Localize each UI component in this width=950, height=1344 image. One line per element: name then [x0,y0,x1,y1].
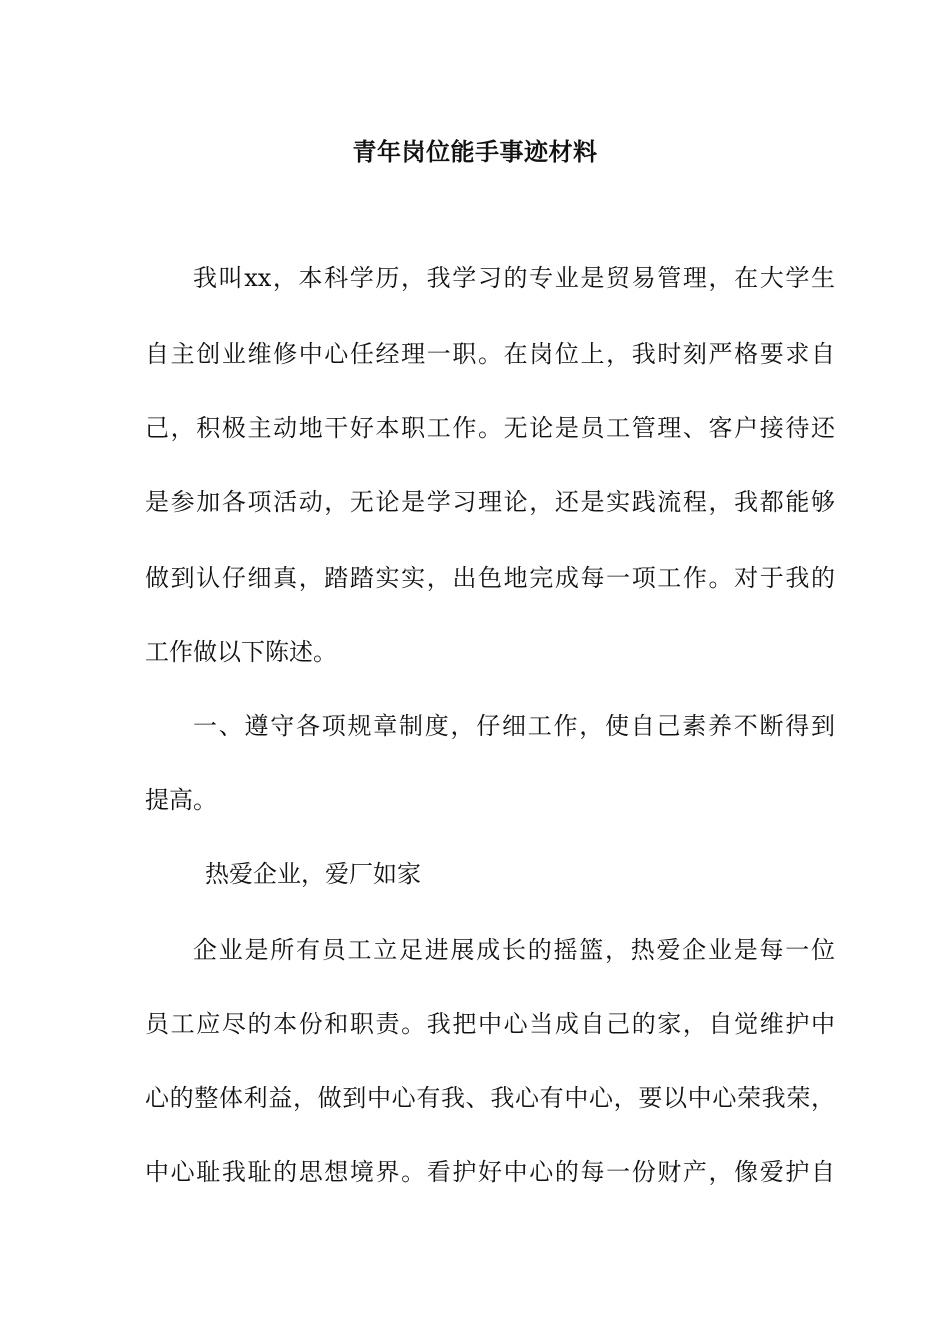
paragraph-line: 工作做以下陈述。 [145,638,337,666]
paragraph-line: 企业是所有员工立足进展成长的摇篮，热爱企业是每一位 [193,936,835,964]
paragraph-line: 我叫xx，本科学历，我学习的专业是贸易管理，在大学生 [193,264,835,292]
paragraph-line: 是参加各项活动，无论是学习理论，还是实践流程，我都能够 [145,488,835,516]
paragraph-line: 己，积极主动地干好本职工作。无论是员工管理、客户接待还 [145,414,835,442]
paragraph-line: 做到认仔细真，踏踏实实，出色地完成每一项工作。对于我的 [145,564,835,592]
section-heading-line: 一、遵守各项规章制度，仔细工作，使自己素养不断得到 [193,712,835,740]
paragraph-line: 员工应尽的本份和职责。我把中心当成自己的家，自觉维护中 [145,1010,835,1038]
paragraph-line: 自主创业维修中心任经理一职。在岗位上，我时刻严格要求自 [145,340,835,368]
subheading: 热爱企业，爱厂如家 [205,860,421,888]
paragraph-line: 中心耻我耻的思想境界。看护好中心的每一份财产，像爱护自 [145,1158,835,1186]
document-title: 青年岗位能手事迹材料 [352,137,598,166]
paragraph-line: 心的整体利益，做到中心有我、我心有中心，要以中心荣我荣， [145,1084,835,1112]
section-heading-line: 提高。 [145,786,217,814]
